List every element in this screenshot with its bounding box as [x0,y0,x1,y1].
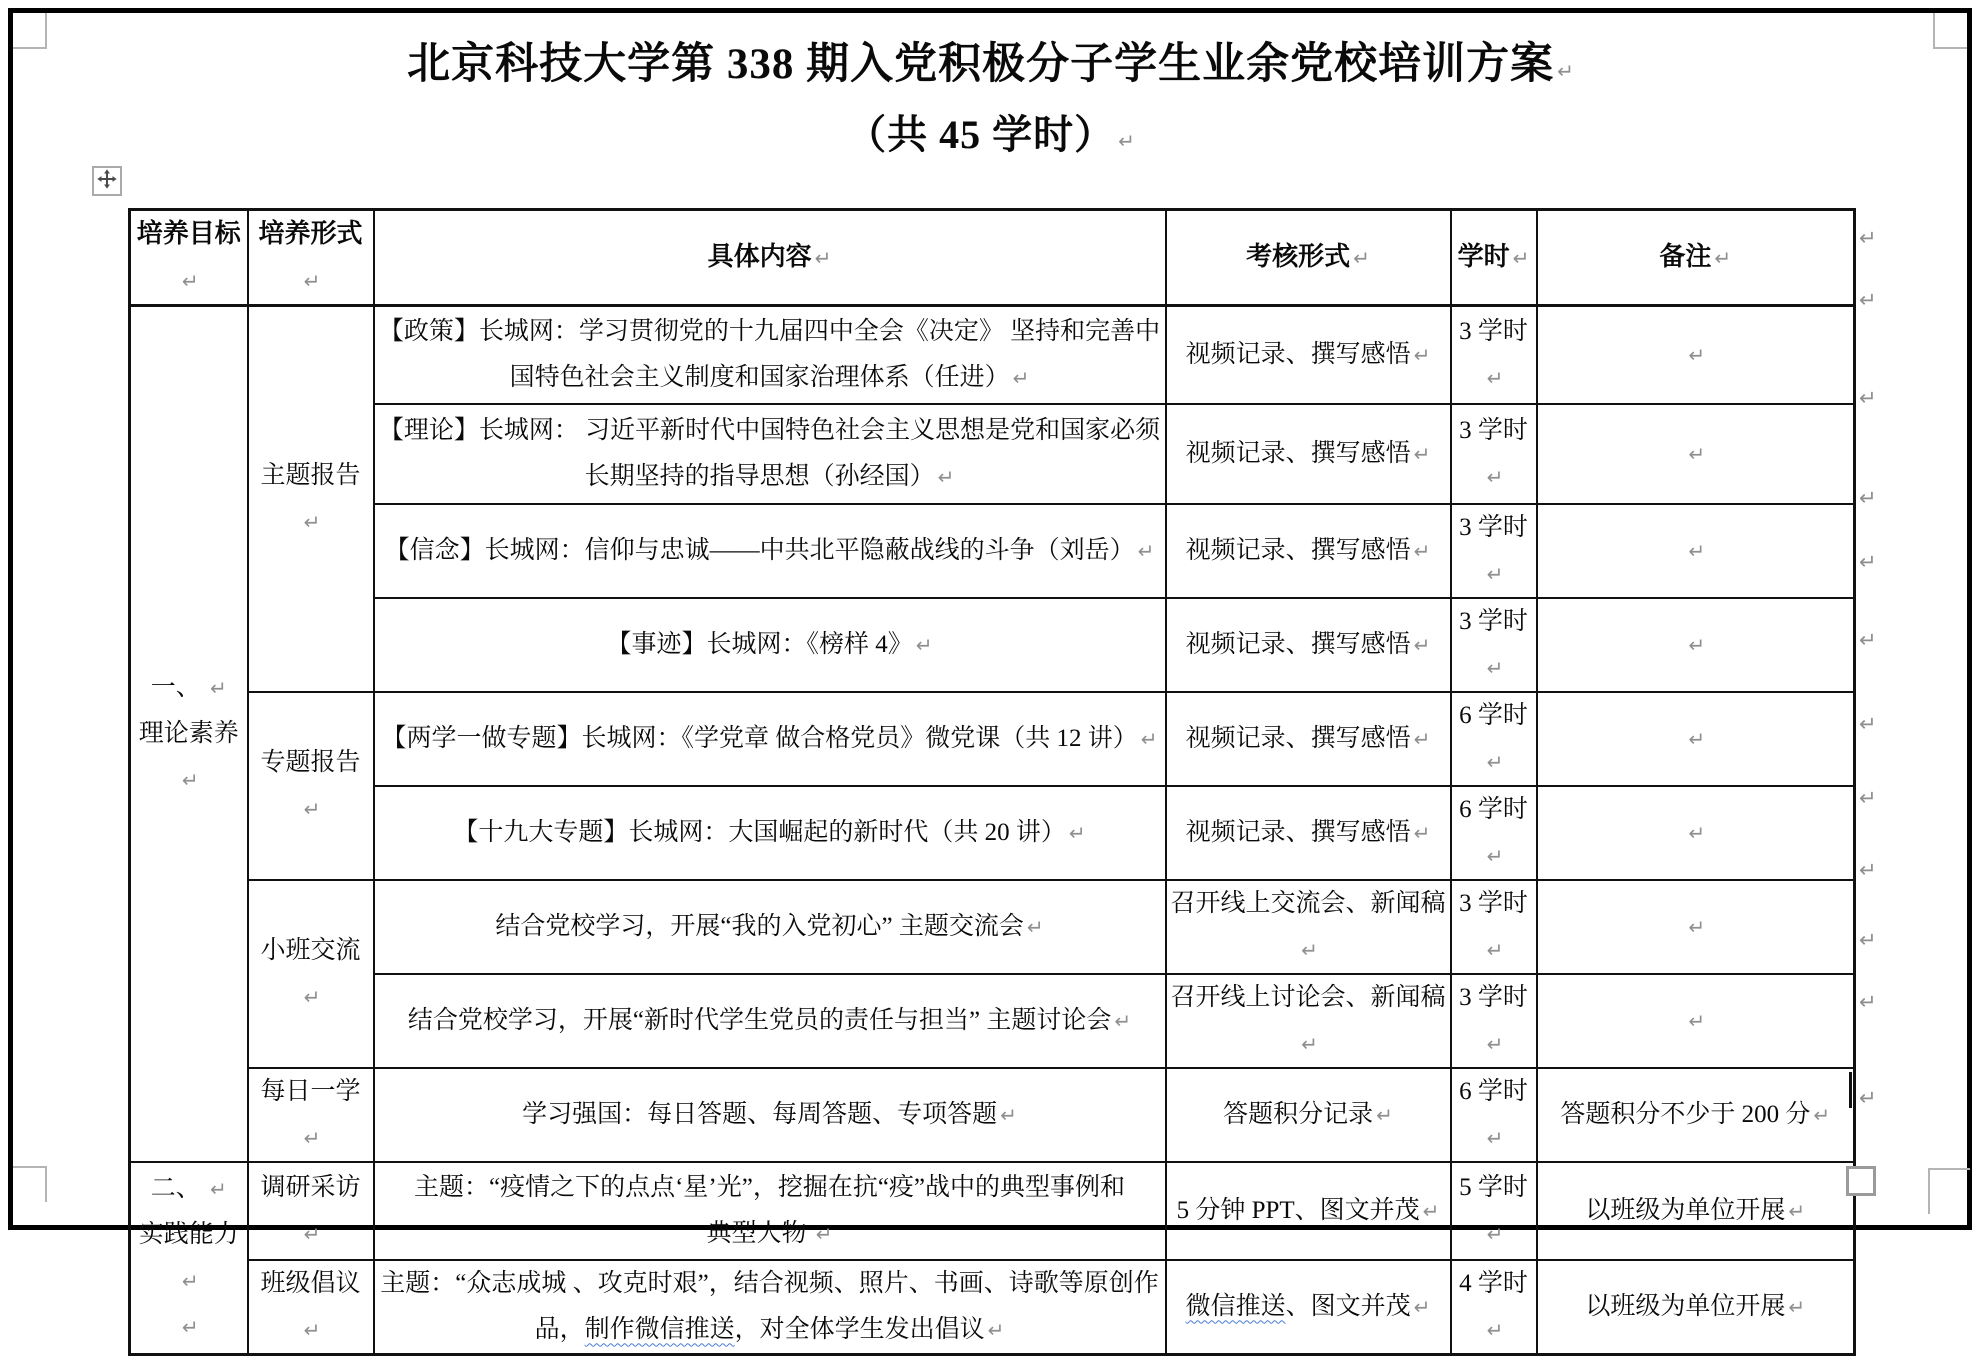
form-cell-diaoyan-caifang[interactable] [248,1162,374,1260]
cell-end-mark: ↵ [1486,749,1504,774]
content-text: 主题：“众志成城 、攻克时艰”，结合视频、照片、书画、诗歌等原创作 [380,1269,1159,1297]
hours-text: 6 学时 [1459,795,1528,823]
cell-end-mark: ↵ [1026,914,1044,939]
move-arrows-icon [96,168,118,195]
cell-end-mark: ↵ [210,675,227,700]
row-end-mark: ↵ [1859,712,1877,736]
form-cell-zhuti-baogao[interactable] [248,306,374,692]
note-text: 答题积分不少于 200 分 [1560,1100,1811,1128]
paragraph-mark: ↵ [1118,129,1135,153]
cell-end-mark: ↵ [303,984,321,1009]
cell-end-mark: ↵ [814,246,832,270]
cell-end-mark: ↵ [1413,820,1431,845]
cell-end-mark: ↵ [1688,441,1706,466]
header-form-label: 培养形式 [258,219,363,248]
hours-cell-r7[interactable] [1451,880,1537,974]
cell-end-mark: ↵ [1688,820,1706,845]
cell-end-mark: ↵ [1688,632,1706,657]
cell-end-mark: ↵ [303,1317,321,1342]
hours-cell-r10[interactable] [1451,1162,1537,1260]
cell-end-mark: ↵ [1486,655,1504,680]
content-text-spellcheck: 制作微信推送 [584,1315,735,1343]
table-row-4 [130,598,1855,692]
assessment-text: 视频记录、撰写感悟 [1185,724,1411,752]
content-text: 学习强国：每日答题、每周答题、专项答题 [522,1100,998,1128]
cell-end-mark: ↵ [303,509,321,534]
header-note[interactable] [1537,210,1855,306]
row-end-mark: ↵ [1859,550,1877,574]
note-text: 以班级为单位开展 [1585,1292,1786,1320]
margin-crop-mark-top-left [13,13,47,49]
assessment-cell-r2[interactable] [1166,404,1451,504]
cell-end-mark: ↵ [1137,538,1155,563]
cell-end-mark: ↵ [1413,632,1431,657]
cell-end-mark: ↵ [937,464,955,489]
table-header-row [130,210,1855,306]
row-end-mark: ↵ [1859,990,1877,1014]
content-cell-r9[interactable] [374,1068,1166,1162]
cell-end-mark: ↵ [303,269,321,293]
hours-text: 3 学时 [1459,607,1528,635]
content-cell-r11[interactable] [374,1260,1166,1355]
note-cell-r5[interactable] [1537,692,1855,786]
paragraph-mark: ↵ [1557,59,1574,83]
cell-end-mark: ↵ [303,796,321,821]
content-text: 品， [534,1315,585,1343]
cell-end-mark: ↵ [1376,1102,1393,1127]
hours-text: 3 学时 [1459,416,1528,444]
cell-end-mark: ↵ [1140,726,1158,751]
header-assessment[interactable] [1166,210,1451,306]
content-text: 【政策】长城网：学习贯彻党的十九届四中全会《决定》 坚持和完善中 [378,317,1161,345]
content-cell-r5[interactable] [374,692,1166,786]
content-text: 长期坚持的指导思想（孙经国） [584,462,935,490]
cell-end-mark: ↵ [1301,1031,1318,1056]
hours-text: 6 学时 [1459,1077,1528,1105]
note-cell-r1[interactable] [1537,306,1855,404]
cell-end-mark: ↵ [1301,937,1318,962]
table-row-7 [130,880,1855,974]
row-end-mark: ↵ [1859,226,1877,250]
cell-end-mark: ↵ [1413,441,1431,466]
form-label: 小班交流 [260,936,361,964]
header-hours[interactable] [1451,210,1537,306]
assessment-cell-r7[interactable] [1166,880,1451,974]
hours-text: 3 学时 [1459,889,1528,917]
cell-end-mark: ↵ [1486,937,1504,962]
cell-end-mark: ↵ [1486,365,1504,390]
row-end-mark: ↵ [1859,786,1877,810]
cell-end-mark: ↵ [1486,561,1504,586]
cell-end-mark: ↵ [987,1317,1005,1342]
hours-text: 3 学时 [1459,317,1528,345]
cell-end-mark: ↵ [1688,914,1706,939]
document-subtitle-line [128,110,1853,166]
hours-cell-r9[interactable] [1451,1068,1537,1162]
cell-end-mark: ↵ [1422,1198,1440,1223]
row-end-mark: ↵ [1859,288,1877,312]
note-cell-r3[interactable] [1537,504,1855,598]
content-cell-r2[interactable] [374,404,1166,504]
header-goal-label: 培养目标 [136,219,241,248]
table-row-3 [130,504,1855,598]
note-cell-r7[interactable] [1537,880,1855,974]
table-row-9 [130,1068,1855,1162]
cell-end-mark: ↵ [1000,1102,1017,1127]
assessment-cell-r3[interactable] [1166,504,1451,598]
goal-theory-line2: 理论素养 [138,719,239,747]
cell-end-mark: ↵ [303,1221,321,1246]
hours-text: 5 学时 [1459,1173,1528,1201]
row-end-mark: ↵ [1859,858,1877,882]
header-form[interactable] [248,210,374,306]
note-cell-r6[interactable] [1537,786,1855,880]
form-label: 班级倡议 [260,1269,361,1297]
table-row-11 [130,1260,1855,1355]
document-title-line [128,38,1853,98]
assessment-text-spellcheck: 微信推送 [1185,1292,1286,1320]
form-cell-zhuanti-baogao[interactable] [248,692,374,880]
row-end-mark: ↵ [1859,1086,1877,1110]
row-end-mark: ↵ [1859,928,1877,952]
table-row-8 [130,974,1855,1068]
assessment-cell-r9[interactable] [1166,1068,1451,1162]
cell-end-mark: ↵ [1788,1294,1806,1319]
cell-end-mark: ↵ [1413,538,1431,563]
assessment-text: 视频记录、撰写感悟 [1185,630,1411,658]
note-cell-r10[interactable] [1537,1162,1855,1260]
form-label: 专题报告 [260,748,361,776]
content-text: 【理论】长城网： 习近平新时代中国特色社会主义思想是党和国家必须 [378,416,1161,444]
assessment-text: 视频记录、撰写感悟 [1185,340,1411,368]
cell-end-mark: ↵ [1114,1008,1132,1033]
cell-end-mark: ↵ [1068,820,1086,845]
content-text: 【两学一做专题】长城网：《学党章 做合格党员》微党课（共 12 讲） [381,724,1138,752]
table-row-5 [130,692,1855,786]
goal-theory-line1: 一、 [150,673,201,701]
cell-end-mark: ↵ [815,1221,833,1246]
form-cell-meiri-yixue[interactable] [248,1068,374,1162]
text-caret [1849,1072,1852,1108]
content-text: 主题：“疫情之下的点点‘星’光”，挖掘在抗“疫”战中的典型事例和 [413,1173,1126,1201]
row-end-mark: ↵ [1859,486,1877,510]
margin-crop-mark-bottom-left [13,1166,47,1202]
content-text: ，对全体学生发出倡议 [734,1315,985,1343]
table-resize-handle[interactable] [1846,1166,1876,1196]
header-content-label: 具体内容 [707,242,812,271]
hours-cell-r6[interactable] [1451,786,1537,880]
assessment-cell-r11[interactable] [1166,1260,1451,1355]
hours-text: 3 学时 [1459,983,1528,1011]
hours-cell-r4[interactable] [1451,598,1537,692]
content-text: 国特色社会主义制度和国家治理体系（任进） [509,363,1010,391]
cell-end-mark: ↵ [1688,342,1706,367]
title-block[interactable] [128,38,1853,166]
header-note-label: 备注 [1659,242,1712,271]
document-title: 北京科技大学第 338 期入党积极分子学生业余党校培训方案 [407,41,1555,88]
cell-end-mark: ↵ [1813,1102,1831,1127]
assessment-cell-r8[interactable] [1166,974,1451,1068]
header-content[interactable] [374,210,1166,306]
form-label: 每日一学 [260,1077,361,1105]
assessment-text: 答题积分记录 [1223,1100,1374,1128]
cell-end-mark: ↵ [915,632,933,657]
hours-cell-r3[interactable] [1451,504,1537,598]
cell-end-mark: ↵ [181,269,199,293]
content-text: 【信念】长城网：信仰与忠诚——中共北平隐蔽战线的斗争（刘岳） [384,536,1135,564]
note-text: 以班级为单位开展 [1585,1196,1786,1224]
goal-cell-theory[interactable] [130,306,248,1162]
content-cell-r3[interactable] [374,504,1166,598]
hours-text: 4 学时 [1459,1269,1528,1297]
note-cell-r11[interactable] [1537,1260,1855,1355]
cell-end-mark: ↵ [1512,246,1530,270]
assessment-text: 5 分钟 PPT、图文并茂 [1176,1196,1420,1224]
goal-practice-line2: 实践能力 [138,1220,239,1248]
cell-end-mark: ↵ [1486,464,1504,489]
cell-end-mark: ↵ [1486,843,1504,868]
cell-end-mark: ↵ [1353,246,1370,270]
goal-cell-practice[interactable] [130,1162,248,1355]
form-label: 调研采访 [260,1173,361,1201]
document-subtitle: （共 45 学时） [846,112,1116,157]
cell-end-mark: ↵ [1413,342,1431,367]
margin-crop-mark-top-right [1933,13,1967,49]
cell-end-mark: ↵ [1788,1198,1806,1223]
cell-end-mark: ↵ [1486,1031,1504,1056]
hours-text: 3 学时 [1459,513,1528,541]
cell-end-mark: ↵ [1012,365,1030,390]
table-row-10 [130,1162,1855,1260]
assessment-cell-r1[interactable] [1166,306,1451,404]
content-cell-r8[interactable] [374,974,1166,1068]
note-cell-r4[interactable] [1537,598,1855,692]
assessment-text: 召开线上交流会、新闻稿 [1170,889,1446,917]
hours-cell-r1[interactable] [1451,306,1537,404]
goal-practice-line1: 二、 [150,1174,201,1202]
form-cell-xiaoban-jiaoliu[interactable] [248,880,374,1068]
hours-cell-r2[interactable] [1451,404,1537,504]
assessment-cell-r5[interactable] [1166,692,1451,786]
cell-end-mark: ↵ [1486,1317,1504,1342]
cell-end-mark: ↵ [1688,726,1706,751]
note-cell-r8[interactable] [1537,974,1855,1068]
note-cell-r2[interactable] [1537,404,1855,504]
header-assessment-label: 考核形式 [1246,242,1351,271]
content-cell-r1[interactable] [374,306,1166,404]
assessment-cell-r4[interactable] [1166,598,1451,692]
hours-cell-r8[interactable] [1451,974,1537,1068]
cell-end-mark: ↵ [1688,1008,1706,1033]
assessment-text: 视频记录、撰写感悟 [1185,818,1411,846]
content-cell-r10[interactable] [374,1162,1166,1260]
assessment-cell-r10[interactable] [1166,1162,1451,1260]
table-row-6 [130,786,1855,880]
row-end-mark: ↵ [1859,386,1877,410]
row-end-mark: ↵ [1859,628,1877,652]
margin-crop-mark-bottom-right [1928,1168,1970,1214]
cell-end-mark: ↵ [181,1314,199,1339]
cell-end-mark: ↵ [303,1125,321,1150]
cell-end-mark: ↵ [210,1176,227,1201]
hours-cell-r5[interactable] [1451,692,1537,786]
cell-end-mark: ↵ [1688,538,1706,563]
content-cell-r7[interactable] [374,880,1166,974]
assessment-cell-r6[interactable] [1166,786,1451,880]
cell-end-mark: ↵ [1486,1125,1504,1150]
assessment-text: 视频记录、撰写感悟 [1185,439,1411,467]
training-plan-table [128,208,1856,1356]
content-cell-r4[interactable] [374,598,1166,692]
content-text: 【十九大专题】长城网：大国崛起的新时代（共 20 讲） [453,818,1066,846]
cell-end-mark: ↵ [1413,726,1431,751]
table-move-handle[interactable] [92,166,122,196]
assessment-text: 视频记录、撰写感悟 [1185,536,1411,564]
hours-cell-r11[interactable] [1451,1260,1537,1355]
form-cell-banji-changyi[interactable] [248,1260,374,1355]
content-text: 【事迹】长城网：《榜样 4》 [606,630,913,658]
note-cell-r9[interactable] [1537,1068,1855,1162]
header-goal[interactable] [130,210,248,306]
content-cell-r6[interactable] [374,786,1166,880]
content-text: 典型人物 [706,1219,813,1247]
form-label: 主题报告 [260,461,361,489]
cell-end-mark: ↵ [1413,1294,1431,1319]
content-text: 结合党校学习，开展“我的入党初心” 主题交流会 [495,912,1024,940]
cell-end-mark: ↵ [181,767,199,792]
hours-text: 6 学时 [1459,701,1528,729]
cell-end-mark: ↵ [1486,1221,1504,1246]
header-hours-label: 学时 [1457,242,1510,271]
table-row-1 [130,306,1855,404]
assessment-text: 、图文并茂 [1285,1292,1411,1320]
assessment-text: 召开线上讨论会、新闻稿 [1170,983,1446,1011]
cell-end-mark: ↵ [181,1268,199,1293]
table-row-2 [130,404,1855,504]
cell-end-mark: ↵ [1714,246,1732,270]
content-text: 结合党校学习，开展“新时代学生党员的责任与担当” 主题讨论会 [407,1006,1112,1034]
